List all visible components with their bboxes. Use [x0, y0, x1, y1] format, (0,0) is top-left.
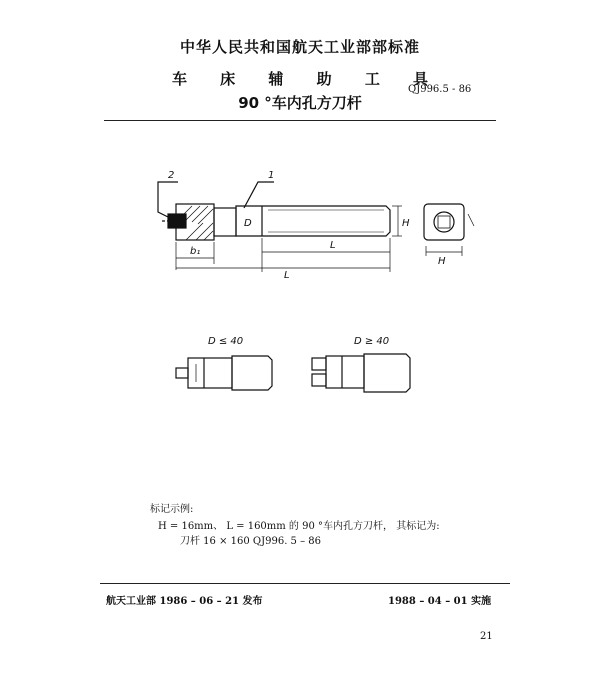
dim-l-total-label: L — [284, 270, 290, 281]
standard-number: QJ996.5 - 86 — [408, 84, 472, 95]
header-rule — [104, 120, 496, 121]
notation-example-line2: 刀杆 16 × 160 QJ996. 5 – 86 — [180, 536, 322, 547]
callout-2-leader — [158, 182, 178, 218]
variant-large-bar — [312, 354, 410, 392]
variant-large-label: D ≥ 40 — [354, 336, 390, 347]
page-number: 21 — [480, 631, 493, 642]
callout-1-label: 1 — [268, 170, 275, 181]
end-view-h-label: H — [438, 256, 446, 267]
callout-2-label: 2 — [168, 170, 175, 181]
boring-bar-drawing — [0, 160, 600, 290]
footer-rule — [100, 583, 510, 584]
dim-d-label: D — [244, 218, 252, 229]
document-title: 车 床 辅 助 工 具 — [171, 70, 443, 88]
variant-small-label: D ≤ 40 — [208, 336, 244, 347]
bar-shank — [236, 206, 390, 236]
variant-views — [0, 330, 600, 410]
document-subtitle: 90 °车内孔方刀杆 — [238, 94, 362, 112]
issuing-organization: 中华人民共和国航天工业部部标准 — [179, 38, 420, 56]
end-view-square — [424, 204, 464, 240]
callout-1-leader — [244, 182, 274, 208]
dim-b1-label: b₁ — [190, 246, 201, 257]
cutter-insert — [168, 214, 186, 228]
variant-small-bar — [176, 356, 272, 390]
end-view-bore — [434, 212, 454, 232]
bar-neck — [214, 208, 236, 236]
dim-l-label: L — [330, 240, 336, 251]
notation-label: 标记示例: — [150, 504, 194, 515]
notation-example-line1: H = 16mm、 L = 160mm 的 90 °车内孔方刀杆， 其标记为: — [158, 521, 440, 532]
dim-h-label: H — [402, 218, 410, 229]
issue-info: 航天工业部 1986 – 06 – 21 发布 — [106, 596, 263, 607]
effective-date: 1988 – 04 – 01 实施 — [388, 596, 492, 607]
